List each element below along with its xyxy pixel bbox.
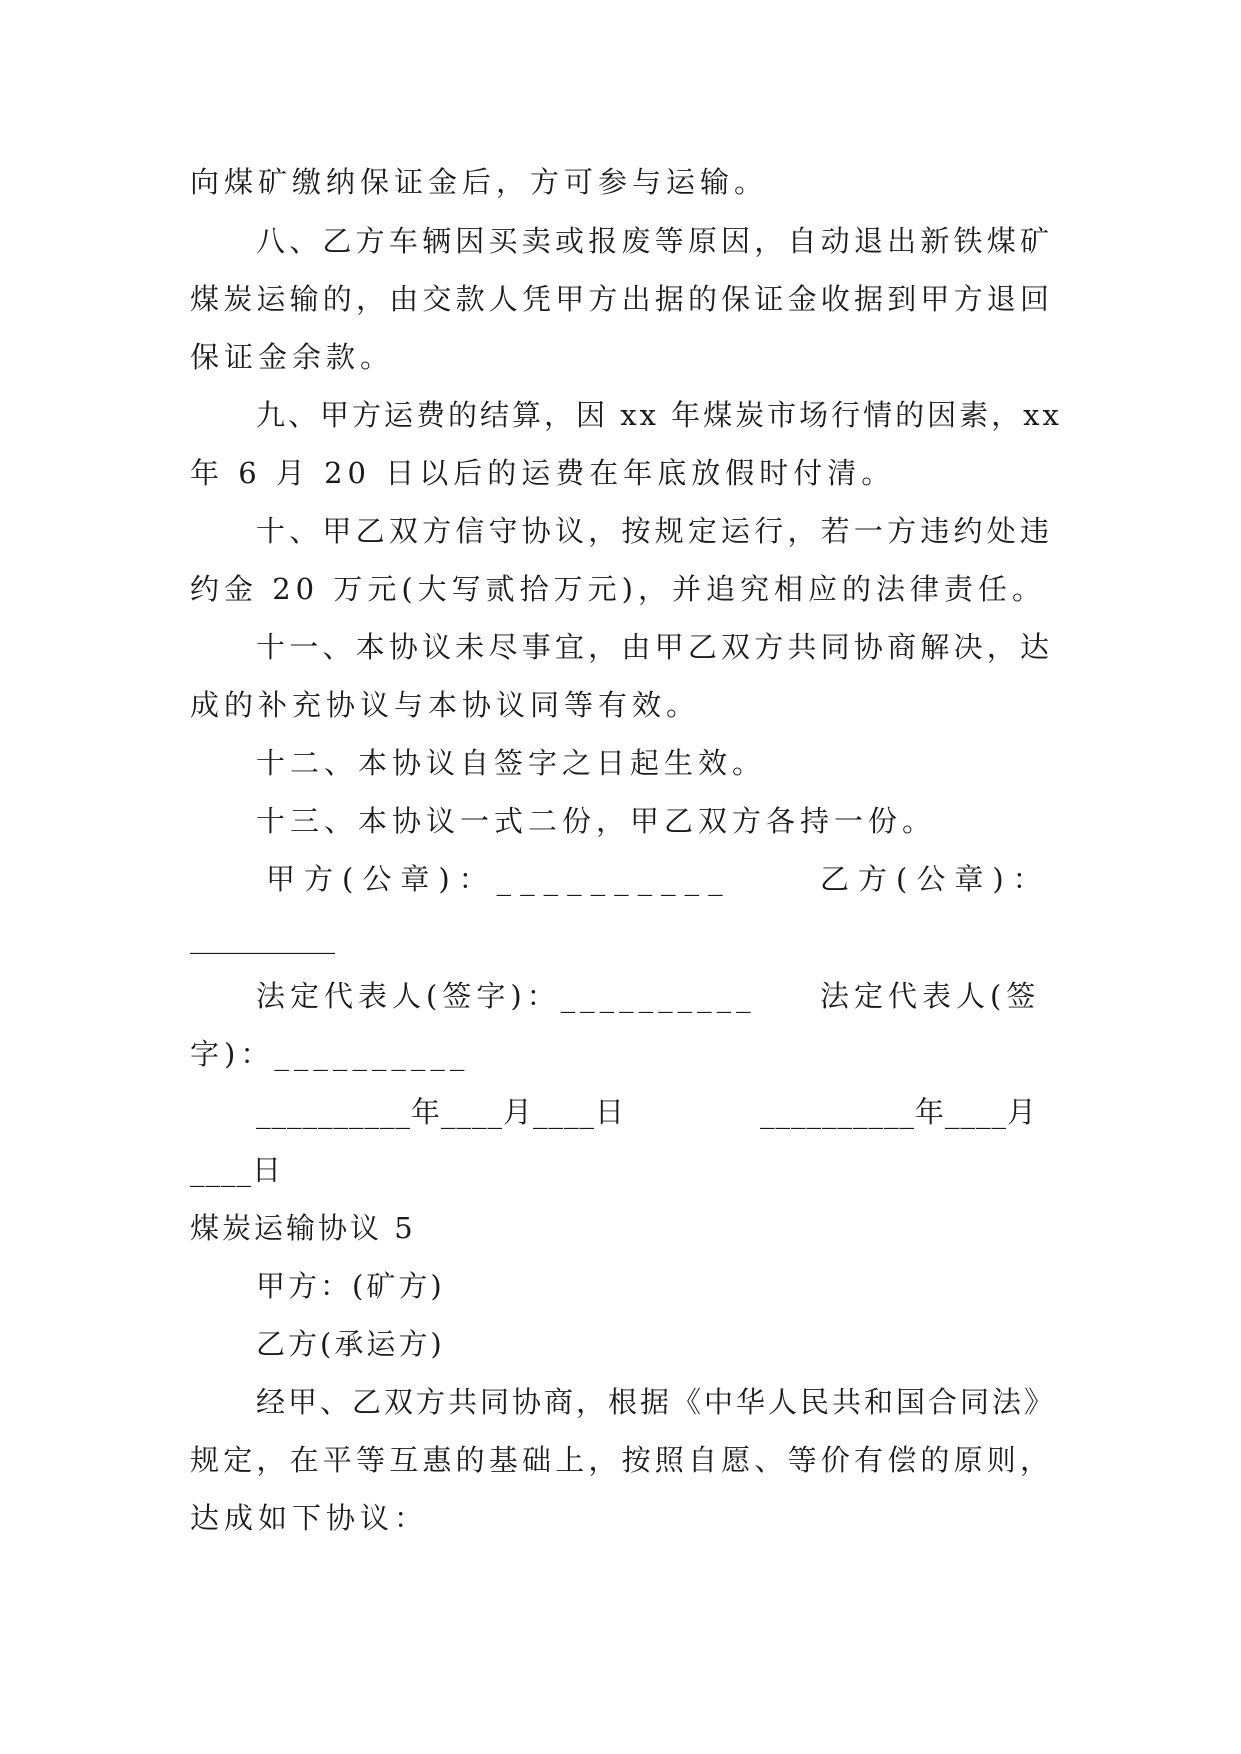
intro-line-1: 经甲、乙双方共同协商，根据《中华人民共和国合同法》 (256, 1385, 1057, 1419)
intro-line-2: 规定，在平等互惠的基础上，按照自愿、等价有偿的原则， (190, 1443, 1052, 1477)
party-b-label: 乙方(承运方) (256, 1327, 445, 1361)
section-title: 煤炭运输协议 5 (190, 1211, 416, 1245)
clause-11-line-2: 成的补充协议与本协议同等有效。 (190, 688, 701, 722)
party-b-date: __________年____月 (760, 1095, 1038, 1129)
clause-11-line-1: 十一、本协议未尽事宜，由甲乙双方共同协商解决，达 (256, 630, 1052, 664)
clause-8-line-2: 煤炭运输的，由交款人凭甲方出据的保证金收据到甲方退回 (190, 282, 1052, 316)
clause-9-line-2: 年 6 月 20 日以后的运费在年底放假时付清。 (190, 456, 896, 490)
party-a-seal: 甲方(公章)：__________ (266, 862, 732, 896)
clause-8-line-3: 保证金余款。 (190, 340, 395, 374)
party-b-date-cont: ____日 (190, 1153, 283, 1187)
clause-9-line-1: 九、甲方运费的结算，因 xx 年煤炭市场行情的因素，xx (256, 398, 1062, 432)
party-b-seal-blank: __________ (190, 920, 335, 954)
intro-line-3: 达成如下协议： (190, 1501, 429, 1535)
party-b-representative-cont: 字)：__________ (190, 1037, 470, 1071)
party-b-seal: 乙方(公章)： (820, 862, 1051, 896)
paragraph-line: 向煤矿缴纳保证金后，方可参与运输。 (190, 165, 769, 199)
party-a-label: 甲方：(矿方) (256, 1269, 445, 1303)
party-a-date: __________年____月____日 (256, 1095, 626, 1129)
party-b-representative: 法定代表人(签 (820, 979, 1041, 1013)
party-a-representative: 法定代表人(签字)：__________ (256, 979, 756, 1013)
clause-10-line-2: 约金 20 万元(大写贰拾万元)，并追究相应的法律责任。 (190, 572, 1046, 606)
clause-8-line-1: 八、乙方车辆因买卖或报废等原因，自动退出新铁煤矿 (256, 224, 1052, 258)
clause-10-line-1: 十、甲乙双方信守协议，按规定运行，若一方违约处违 (256, 514, 1052, 548)
clause-12: 十二、本协议自签字之日起生效。 (256, 746, 767, 780)
clause-13: 十三、本协议一式二份，甲乙双方各持一份。 (256, 804, 937, 838)
